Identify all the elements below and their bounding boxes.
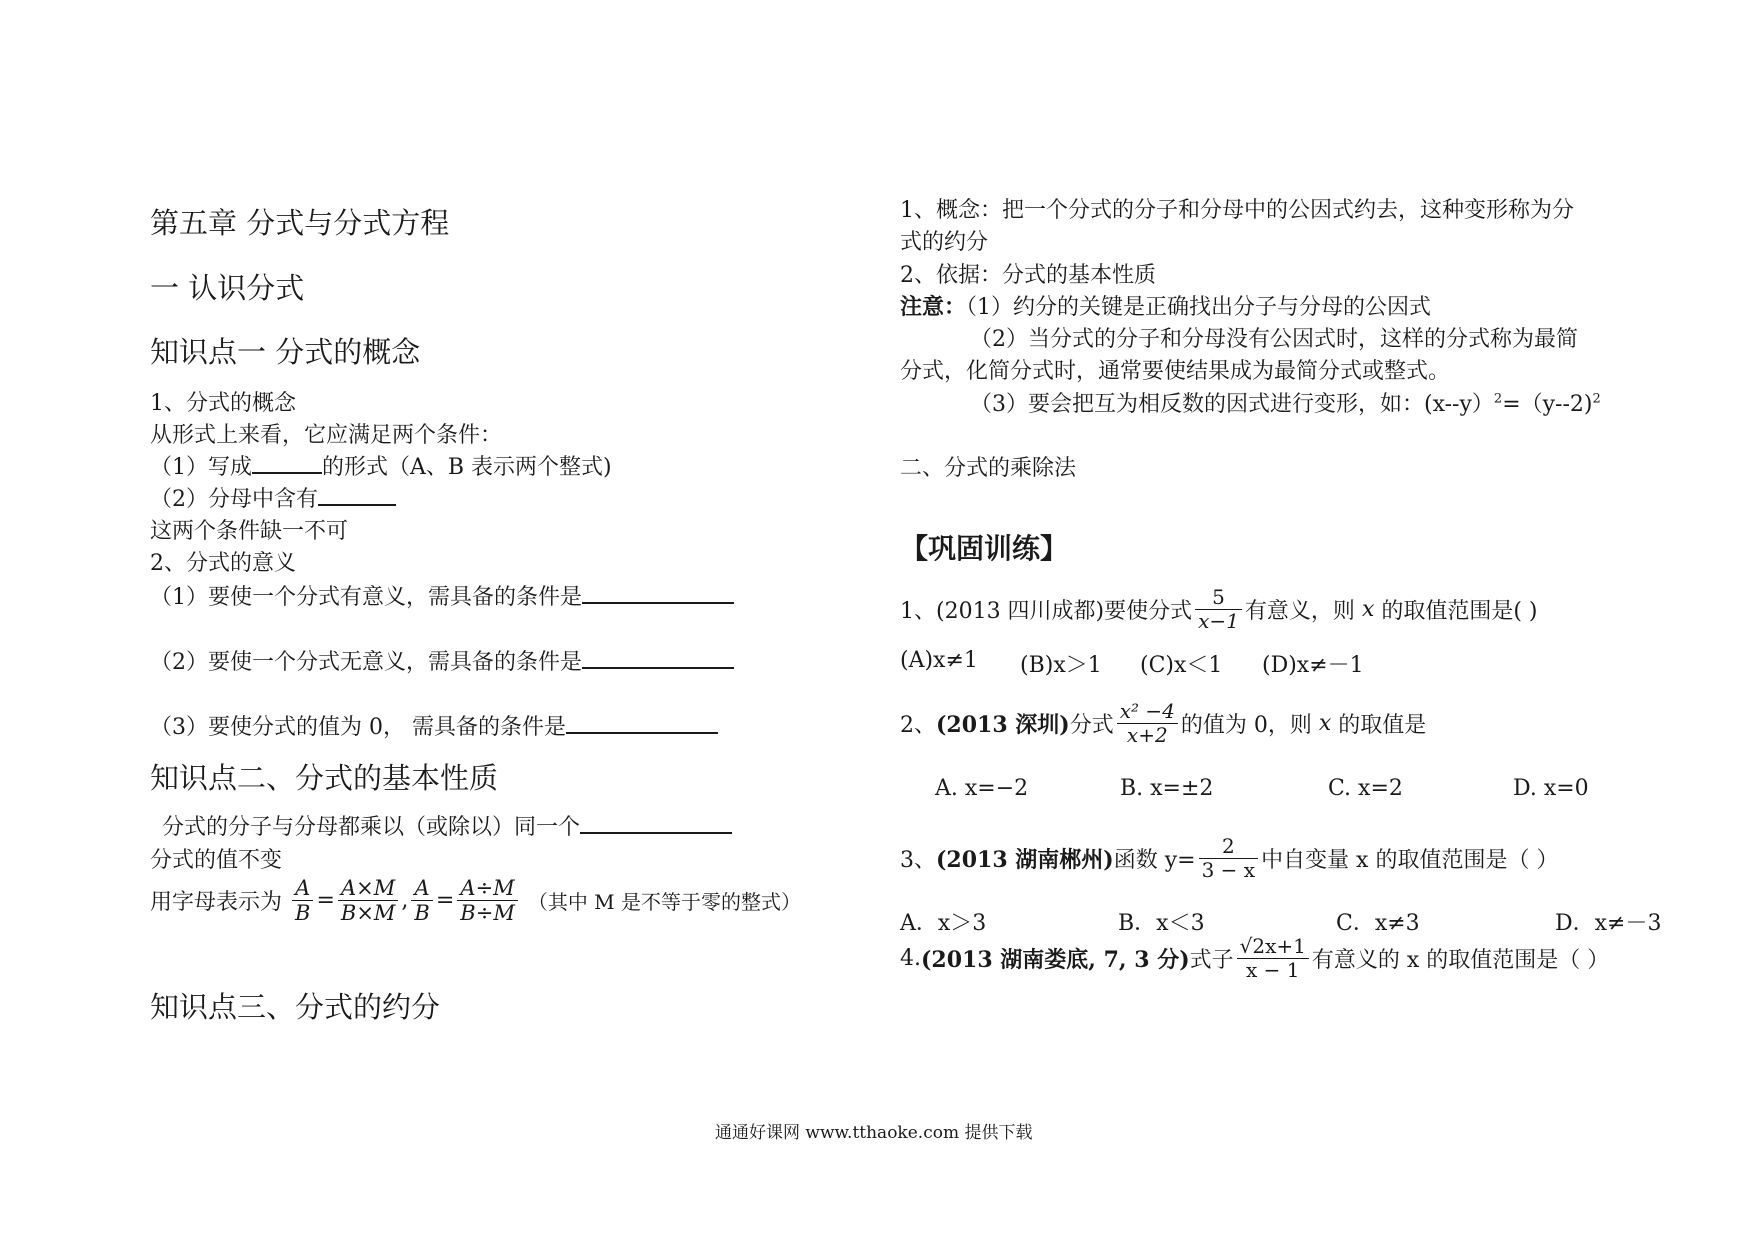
footer-text: 通通好课网 www.tthaoke.com 提供下载 — [715, 1123, 1033, 1143]
kp2-line-1-text: 分式的分子与分母都乘以（或除以）同一个 — [162, 815, 581, 840]
question-2 — [900, 700, 1426, 747]
frac-num: A — [411, 876, 432, 901]
frac-den: x − 1 — [1246, 958, 1300, 982]
q4-number: 4. — [900, 946, 921, 971]
practice-title: 【巩固训练】 — [900, 532, 1069, 565]
note-3-text-b: =（y--2) — [1502, 392, 1593, 417]
frac-den: B×M — [340, 901, 396, 926]
note-3-text-a: （3）要会把互为相反数的因式进行变形，如：(x--y） — [970, 392, 1494, 417]
q4-text-c: 有意义的 x 的取值范围是（ ） — [1311, 948, 1610, 973]
note-line-1 — [900, 290, 1431, 321]
question-3 — [900, 835, 1558, 882]
fraction-a-b — [292, 876, 313, 925]
q2-choice-c: C. x=2 — [1328, 776, 1403, 801]
superscript: 2 — [1592, 391, 1601, 407]
blank-line — [252, 450, 322, 474]
question-1 — [900, 586, 1538, 633]
q3-text-b: 函数 y= — [1113, 848, 1196, 873]
note-1-text: （1）约分的关键是正确找出分子与分母的公因式 — [966, 295, 1432, 320]
q1-text-a: 1、(2013 四川成都)要使分式 — [900, 599, 1193, 624]
note-line-2b: 分式，化简分式时，通常要使结果成为最简分式或整式。 — [900, 359, 1451, 384]
q2-choice-a: A. x=−2 — [935, 776, 1029, 801]
frac-den: x−1 — [1198, 609, 1239, 633]
frac-num: x² −4 — [1117, 700, 1178, 724]
q4-fraction — [1237, 935, 1309, 982]
right-line-1a: 1、概念：把一个分式的分子和分母中的公因式约去，这种变形称为分 — [900, 198, 1574, 223]
kp2-line-1 — [162, 810, 732, 841]
q1-choice-b: (B)x＞1 — [1020, 653, 1102, 678]
q2-text-d: 的取值是 — [1338, 713, 1427, 738]
q3-fraction — [1199, 835, 1258, 882]
kp1-line-8-text: （2）要使一个分式无意义，需具备的条件是 — [150, 650, 582, 675]
q1-fraction — [1195, 586, 1242, 633]
question-4 — [900, 935, 1609, 982]
q3-choice-a: A．x＞3 — [900, 911, 987, 936]
q1-variable: x — [1361, 597, 1375, 622]
q2-choice-d: D. x=0 — [1513, 776, 1589, 801]
superscript: 2 — [1493, 391, 1503, 407]
kp1-line-9 — [150, 710, 718, 741]
frac-num: A×M — [338, 876, 399, 901]
kp1-line-3a: （1）写成 — [150, 455, 252, 480]
frac-den: B — [414, 901, 430, 926]
blank-line — [582, 645, 734, 669]
frac-num: 5 — [1195, 586, 1242, 610]
q2-text-c: 的值为 0，则 — [1180, 713, 1312, 738]
q3-choice-c: C．x≠3 — [1336, 911, 1420, 936]
kp1-line-4-text: （2）分母中含有 — [150, 487, 318, 512]
kp1-line-3b: 的形式（A、B 表示两个整式) — [322, 455, 612, 480]
frac-den: 3 − x — [1201, 858, 1256, 882]
q3-choice-d: D．x≠－3 — [1555, 911, 1662, 936]
kp1-line-8 — [150, 645, 734, 676]
note-line-2a: （2）当分式的分子和分母没有公因式时，这样的分式称为最简 — [970, 327, 1578, 352]
note-line-3 — [970, 387, 1601, 418]
q2-variable: x — [1318, 711, 1332, 736]
q3-choice-b: B．x＜3 — [1118, 911, 1205, 936]
q3-source: (2013 湖南郴州) — [936, 847, 1114, 873]
frac-den: x+2 — [1126, 723, 1168, 747]
frac-num: 2 — [1199, 835, 1258, 859]
note-label: 注意： — [900, 294, 967, 320]
q1-choice-d: (D)x≠－1 — [1262, 653, 1364, 678]
kp1-line-9-text: （3）要使分式的值为 0， 需具备的条件是 — [150, 715, 566, 740]
q3-number: 3、 — [900, 848, 936, 873]
kp1-title: 知识点一 分式的概念 — [150, 335, 421, 369]
right-line-1b: 式的约分 — [900, 230, 989, 255]
kp1-line-1: 1、分式的概念 — [150, 391, 296, 416]
fraction-adm-bdm — [457, 876, 518, 925]
q4-text-b: 式子 — [1189, 948, 1234, 973]
q1-choice-a: (A)x≠1 — [900, 648, 978, 673]
q2-text-b: 分式 — [1069, 713, 1114, 738]
blank-line — [318, 482, 396, 506]
kp1-line-4 — [150, 482, 396, 513]
section-title: 一 认识分式 — [150, 271, 305, 305]
kp1-line-2: 从形式上来看，它应满足两个条件： — [150, 423, 503, 448]
equals-sign: = — [316, 888, 335, 914]
kp1-line-5: 这两个条件缺一不可 — [150, 519, 349, 544]
q3-text-c: 中自变量 x 的取值范围是（ ） — [1261, 848, 1559, 873]
frac-num: A÷M — [457, 876, 518, 901]
kp2-line-3a: 用字母表示为 — [150, 890, 283, 916]
frac-den: B — [295, 901, 311, 926]
kp1-line-7-text: （1）要使一个分式有意义，需具备的条件是 — [150, 585, 582, 610]
kp2-line-2: 分式的值不变 — [150, 848, 283, 873]
section-2-title: 二、分式的乘除法 — [900, 456, 1077, 481]
q2-number: 2、 — [900, 713, 936, 738]
kp2-formula-line — [150, 876, 801, 925]
right-line-2: 2、依据：分式的基本性质 — [900, 263, 1156, 288]
q1-text-b: 有意义，则 — [1244, 599, 1355, 624]
fraction-am-bm — [338, 876, 399, 925]
kp2-line-3b: （其中 M 是不等于零的整式） — [527, 890, 802, 915]
kp1-line-7 — [150, 580, 734, 611]
kp1-line-3 — [150, 450, 612, 481]
kp3-title: 知识点三、分式的约分 — [150, 990, 441, 1024]
kp1-line-6: 2、分式的意义 — [150, 551, 296, 576]
equals-sign: = — [435, 888, 455, 914]
kp2-title: 知识点二、分式的基本性质 — [150, 761, 499, 795]
frac-num: A — [292, 876, 313, 901]
chapter-title: 第五章 分式与分式方程 — [150, 206, 450, 240]
blank-line — [566, 710, 718, 734]
frac-num: √2x+1 — [1237, 935, 1309, 959]
q2-fraction — [1117, 700, 1178, 747]
fraction-a-b-2 — [411, 876, 432, 925]
q2-choice-b: B. x=±2 — [1120, 776, 1214, 801]
q4-source: (2013 湖南娄底, 7, 3 分) — [921, 947, 1190, 973]
q1-text-c: 的取值范围是( ) — [1381, 599, 1538, 624]
q1-choice-c: (C)x＜1 — [1140, 653, 1223, 678]
blank-line — [582, 580, 734, 604]
blank-line — [580, 810, 732, 834]
frac-den: B÷M — [460, 901, 515, 926]
q2-source: (2013 深圳) — [936, 712, 1070, 738]
comma: , — [401, 888, 409, 914]
